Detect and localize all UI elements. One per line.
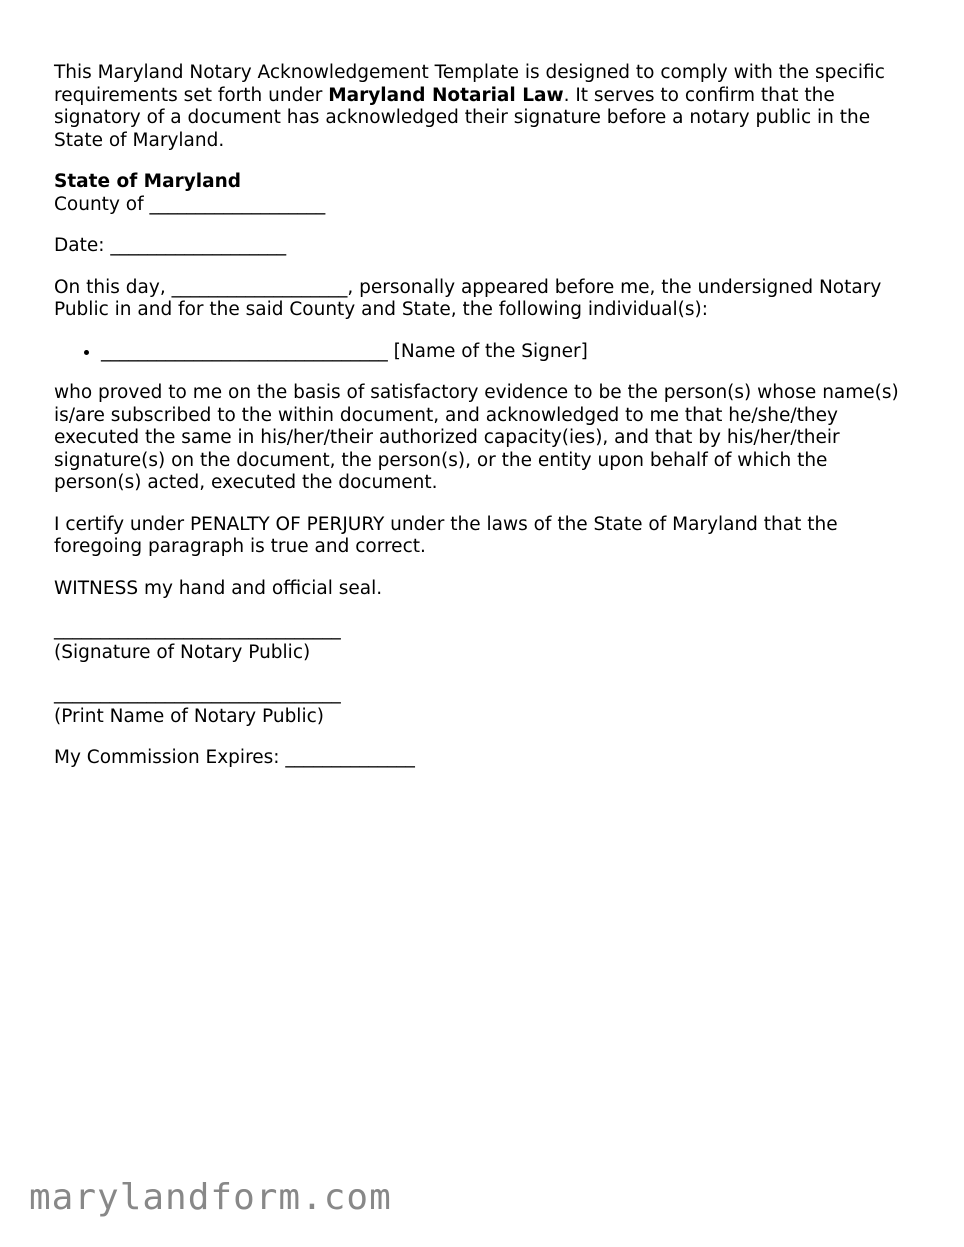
print-name-line: _______________________________ [54, 683, 341, 704]
appearance-paragraph: On this day, ___________________, personally appeared before me, the undersigned Notary Public in and for the said County and State, the following individual(s): [54, 276, 882, 320]
intro-paragraph [54, 62, 916, 152]
document-body [54, 62, 916, 770]
commission-line: My Commission Expires: ______________ [54, 747, 415, 768]
state-heading: State of Maryland [54, 171, 241, 192]
list-item: • _______________________________ [Name of the Signer] [101, 341, 916, 364]
watermark-text: marylandform.com [29, 1177, 392, 1218]
signature-line: _______________________________ [54, 619, 341, 640]
signature-label: (Signature of Notary Public) [54, 641, 311, 663]
print-name-label: (Print Name of Notary Public) [54, 705, 324, 727]
signer-list [54, 341, 916, 364]
intro-text-after: . It serves to confirm that the signatory of a document has acknowledged their signature before a notary public in the State of Maryland. [54, 84, 871, 151]
county-line: County of ___________________ [54, 193, 326, 215]
intro-text-before: This Maryland Notary Acknowledgement Template is designed to comply with the specific requirements set forth under [54, 62, 885, 106]
proof-paragraph: who proved to me on the basis of satisfactory evidence to be the person(s) whose name(s) is/are subscribed to the within document, and acknowledged to me that he/she/they executed the same in his/her/their authorized capacity(ies), and that by his/her/their signature(s) on the document, the person(s), or the entity upon behalf of which the person(s) acted, executed the document. [54, 382, 899, 493]
signature-block [54, 619, 916, 664]
date-line: Date: ___________________ [54, 235, 287, 256]
witness-line: WITNESS my hand and official seal. [54, 577, 383, 599]
certify-paragraph: I certify under PENALTY OF PERJURY under the laws of the State of Maryland that the foregoing paragraph is true and correct. [54, 513, 838, 557]
intro-bold-law: Maryland Notarial Law [328, 84, 564, 106]
print-name-block [54, 683, 916, 728]
